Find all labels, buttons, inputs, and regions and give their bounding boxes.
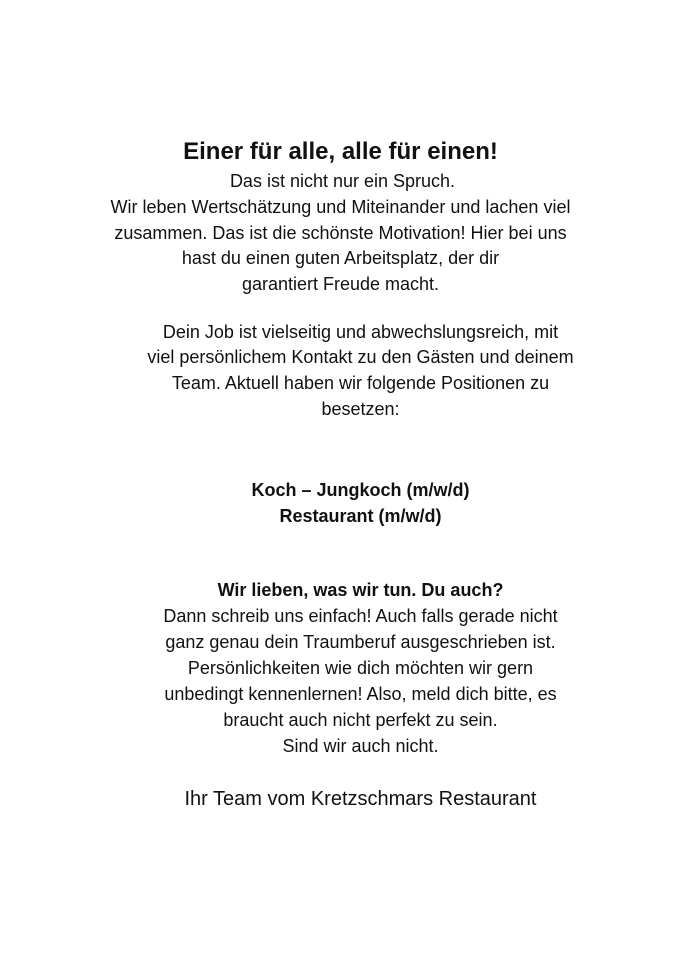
intro-line: hast du einen guten Arbeitsplatz, der dir bbox=[181, 248, 500, 268]
intro-line: zusammen. Das ist die schönste Motivation! Hier bei uns bbox=[114, 223, 567, 243]
cta-line: ganz genau dein Traumberuf ausgeschrieben ist. bbox=[165, 632, 556, 652]
cta-line: unbedingt kennenlernen! Also, meld dich bitte, es bbox=[164, 684, 557, 704]
intro-line: Das ist nicht nur ein Spruch. bbox=[229, 171, 456, 191]
cta-line: braucht auch nicht perfekt zu sein. bbox=[223, 710, 498, 730]
job-line: Dein Job ist vielseitig und abwechslungsreich, mit bbox=[162, 322, 559, 342]
cta-line: Persönlichkeiten wie dich möchten wir gern bbox=[187, 658, 534, 678]
position-item: Restaurant (m/w/d) bbox=[279, 506, 442, 526]
cta-line: Dann schreib uns einfach! Auch falls gerade nicht bbox=[163, 606, 558, 626]
position-item: Koch – Jungkoch (m/w/d) bbox=[251, 480, 470, 500]
cta-title: Wir lieben, was wir tun. Du auch? bbox=[217, 580, 504, 600]
page-title: Einer für alle, alle für einen! bbox=[183, 138, 498, 165]
job-line: viel persönlichem Kontakt zu den Gästen und deinem bbox=[147, 347, 574, 367]
job-line: besetzen: bbox=[321, 399, 400, 419]
cta-line: Sind wir auch nicht. bbox=[282, 736, 439, 756]
intro-line: Wir leben Wertschätzung und Miteinander und lachen viel bbox=[110, 197, 571, 217]
job-line: Team. Aktuell haben wir folgende Positionen zu bbox=[171, 373, 550, 393]
signoff: Ihr Team vom Kretzschmars Restaurant bbox=[184, 788, 537, 810]
intro-line: garantiert Freude macht. bbox=[241, 274, 440, 294]
